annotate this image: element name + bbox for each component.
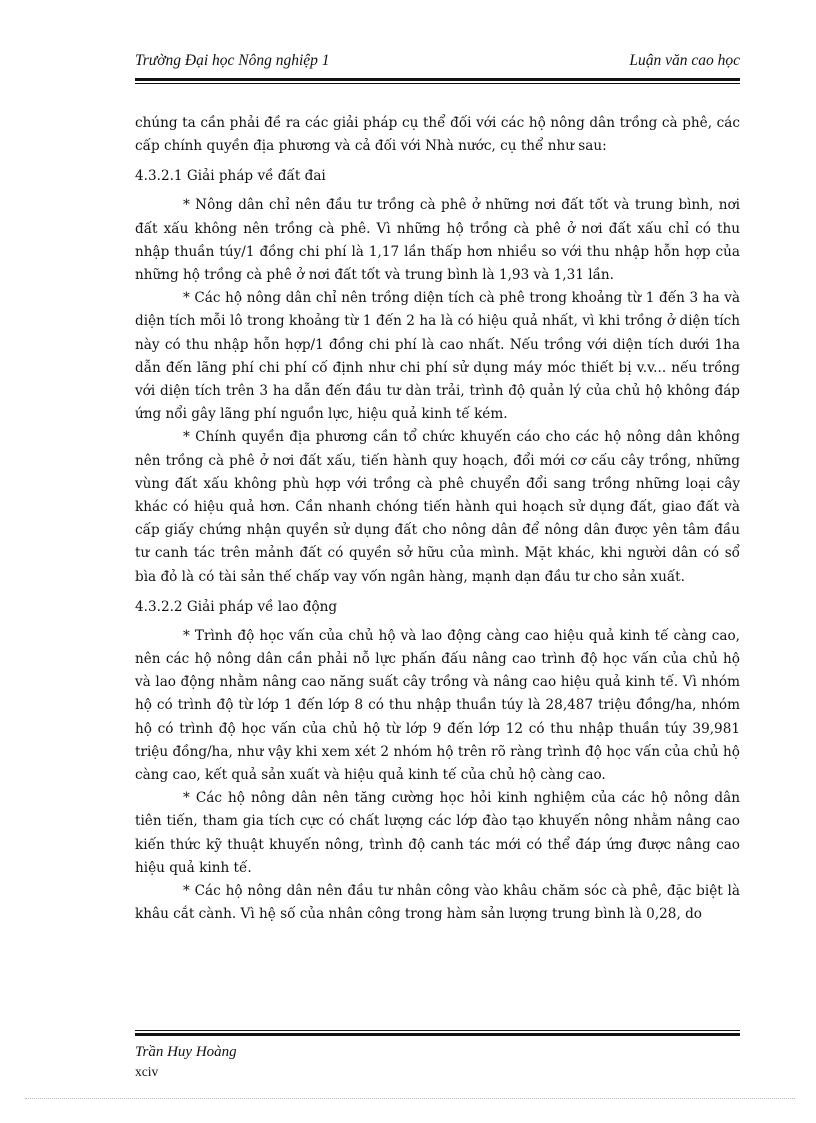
header-rule xyxy=(135,78,740,84)
page-header xyxy=(135,50,740,74)
header-university: Trường Đại học Nông nghiệp 1 xyxy=(135,52,330,69)
intro-paragraph: chúng ta cần phải đề ra các giải pháp cụ thể đối với các hộ nông dân trồng cà phê, các cấp chính quyền địa phương và cả đối với Nhà nước, cụ thể như sau: xyxy=(135,115,740,155)
land-paragraph-1: * Nông dân chỉ nên đầu tư trồng cà phê ở những nơi đất tốt và trung bình, nơi đất xấu không nên trồng cà phê. Vì những hộ trồng cà phê ở nơi đất xấu chỉ có thu nhập thuần túy/1 đồng chi phí là 1,17 lần thấp hơn nhiều so với thu nhập hỗn hợp của những hộ trồng cà phê ở nơi đất tốt và trung bình là 1,93 và 1,31 lần. xyxy=(135,197,740,284)
labor-paragraph-3: * Các hộ nông dân nên đầu tư nhân công vào khâu chăm sóc cà phê, đặc biệt là khâu cắt cành. Vì hệ số của nhân công trong hàm sản lượng trung bình là 0,28, do xyxy=(135,883,740,923)
footer-author: Trần Huy Hoàng xyxy=(135,1044,237,1060)
header-thesis-type: Luận văn cao học xyxy=(629,52,740,69)
land-paragraph-2: * Các hộ nông dân chỉ nên trồng diện tích cà phê trong khoảng từ 1 đến 3 ha và diện tích mỗi lô trong khoảng từ 1 đến 2 ha là có hiệu quả nhất, vì khi trồng ở diện tích này có thu nhập hỗn hợp/1 đồng chi phí là cao nhất. Nếu trồng với diện tích dưới 1ha dẫn đến lãng phí chi phí cố định như chi phí sử dụng máy móc thiết bị v.v... nếu trồng với diện tích trên 3 ha dẫn đến đầu tư dàn trải, trình độ quản lý của chủ hộ không đáp ứng nổi gây lãng phí nguồn lực, hiệu quả kinh tế kém. xyxy=(135,290,740,423)
section-heading-land: 4.3.2.1 Giải pháp về đất đai xyxy=(135,168,326,185)
land-paragraph-3: * Chính quyền địa phương cần tổ chức khuyến cáo cho các hộ nông dân không nên trồng cà phê ở nơi đất xấu, tiến hành quy hoạch, đổi mới cơ cấu cây trồng, những vùng đất xấu không phù hợp với trồng cà phê chuyển đổi sang trồng những loại cây khác có hiệu quả hơn. Cần nhanh chóng tiến hành qui hoạch sử dụng đất, giao đất và cấp giấy chứng nhận quyền sử dụng đất cho nông dân để nông dân được yên tâm đầu tư canh tác trên mảnh đất có quyền sở hữu của mình. Mặt khác, khi người dân có sổ bìa đỏ là có tài sản thế chấp vay vốn ngân hàng, mạnh dạn đầu tư cho sản xuất. xyxy=(135,429,740,585)
footer-rule xyxy=(135,1030,740,1036)
section-heading-labor: 4.3.2.2 Giải pháp về lao động xyxy=(135,598,338,615)
page-number: xciv xyxy=(135,1064,159,1079)
labor-paragraph-2: * Các hộ nông dân nên tăng cường học hỏi kinh nghiệm của các hộ nông dân tiên tiến, tham gia tích cực có chất lượng các lớp đào tạo khuyến nông nhằm nâng cao kiến thức kỹ thuật khuyến nông, trình độ canh tác mới có thể đáp ứng được nâng cao hiệu quả kinh tế. xyxy=(135,790,740,876)
page-body xyxy=(135,112,740,927)
page-footer xyxy=(135,1042,237,1081)
labor-paragraph-1: * Trình độ học vấn của chủ hộ và lao động càng cao hiệu quả kinh tế càng cao, nên các hộ nông dân cần phải nỗ lực phấn đấu nâng cao trình độ học vấn của chủ hộ và lao động nhằm nâng cao năng suất cây trồng và nâng cao hiệu quả kinh tế. Vì nhóm hộ có trình độ từ lớp 1 đến lớp 8 có thu nhập thuần túy là 28,487 triệu đồng/ha, nhóm hộ có trình độ học vấn của chủ hộ từ lớp 9 đến lớp 12 có thu nhập thuần túy 39,981 triệu đồng/ha, như vậy khi xem xét 2 nhóm hộ trên rõ ràng trình độ học vấn của chủ hộ càng cao, kết quả sản xuất và hiệu quả kinh tế của chủ hộ càng cao. xyxy=(135,627,740,784)
page-break-divider xyxy=(25,1098,795,1099)
